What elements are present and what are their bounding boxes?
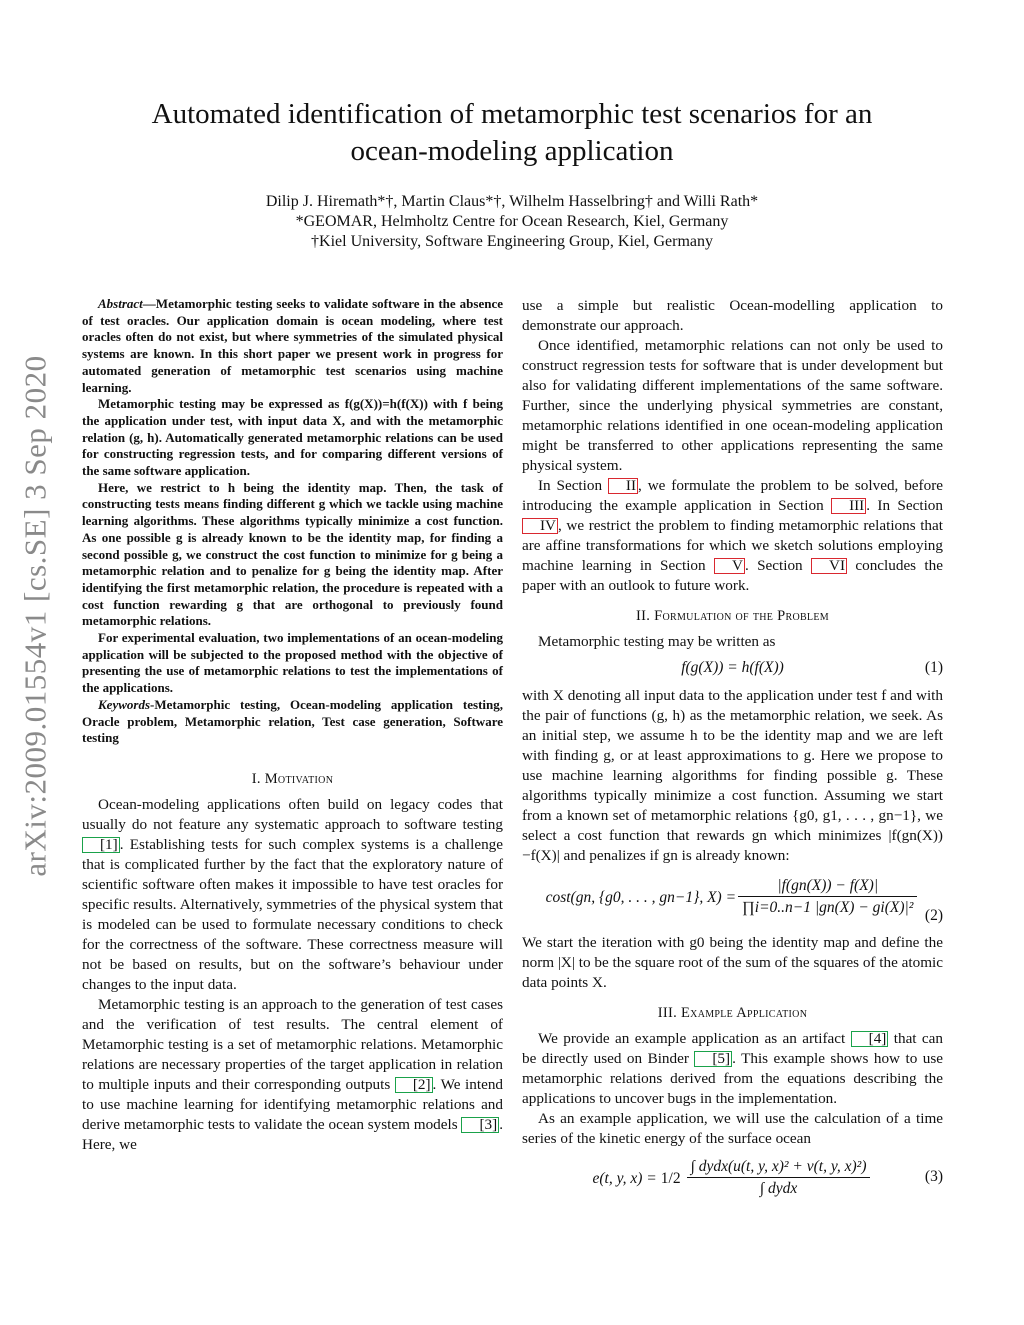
s1p2a: Metamorphic testing is an approach to the generation of test cases and the verification of test results. The central element of Metamorphic testing is a set of metamorphic relations. Metamorphic relations are necessary properties of the target application in relation to multiple inputs and their corresponding outputs bbox=[82, 995, 503, 1093]
s1p1a: Ocean-modeling applications often build on legacy codes that usually do not feature any systematic approach to software testing bbox=[82, 795, 503, 833]
abstract-p4: For experimental evaluation, two implementations of an ocean-modeling application will be subjected to the proposed method with the objective of presenting the use of metamorphic relations to test the implementations of the applications. bbox=[82, 630, 503, 696]
rp2e: . Section bbox=[744, 557, 811, 574]
citation-1[interactable]: [1] bbox=[82, 837, 120, 853]
title-line-2: ocean-modeling application bbox=[350, 135, 674, 167]
rp2b: , we formulate the problem to be solved, before introducing the example application in Section bbox=[522, 477, 943, 514]
affiliation-1: *GEOMAR, Helmholtz Centre for Ocean Research, Kiel, Germany bbox=[295, 213, 729, 230]
s1p2b: . We intend to use machine learning for identifying metamorphic relations and derive metamorphic tests to validate the ocean system models bbox=[82, 1075, 504, 1133]
abstract-p1-text: —Metamorphic testing seeks to validate software in the absence of test oracles. Our application domain is ocean modeling, where test oracles often do not exist, but where symmetries of the simulated physical systems are known. In this short paper we present work in progress for automated generation of metamorphic test scenarios using machine learning. bbox=[82, 296, 503, 395]
equation-3-fraction bbox=[687, 1157, 871, 1200]
title-block bbox=[100, 96, 924, 252]
right-p0: use a simple but realistic Ocean-modelling application to demonstrate our approach. bbox=[522, 297, 943, 334]
equation-2-fraction bbox=[738, 876, 917, 919]
citation-2[interactable]: [2] bbox=[395, 1077, 433, 1093]
equation-3-numerator: ∫ dydx(u(t, y, x)² + v(t, y, x)²) bbox=[687, 1157, 871, 1178]
section-2-p2: with X denoting all input data to the application under test f and with the pair of functions (g, h) as the metamorphic relation, we seek. As an initial step, we assume h to be the identity map and we are left with finding g, or at least approximations to g. Here we propose to use machine learning algorithms for finding possible g. These algorithms typically minimize a cost function. Assuming we start from a known set of metamorphic relations {g0, g1, . . . , gn−1}, we select a cost function that rewards gn which minimizes |f(gn(X))−f(X)| and penalizes if gn is already known: bbox=[522, 687, 943, 864]
equation-3 bbox=[522, 1157, 943, 1200]
section-3-heading: III. Example Application bbox=[657, 1005, 808, 1021]
affiliation-2: †Kiel University, Software Engineering Group, Kiel, Germany bbox=[311, 233, 713, 250]
section-2-p1: Metamorphic testing may be written as bbox=[538, 633, 776, 650]
title-line-1: Automated identification of metamorphic test scenarios for an bbox=[151, 98, 873, 130]
rp2f: concludes the paper with an outlook to future work. bbox=[522, 557, 943, 594]
author-block bbox=[100, 192, 924, 252]
abstract-p2: Metamorphic testing may be expressed as f(g(X))=h(f(X)) with f being the application under test, with input data X, and with the metamorphic relation (g, h). Automatically generated metamorphic relations can be used for constructing regression tests, and for comparing different versions of the same software application. bbox=[82, 396, 503, 479]
abstract-p3: Here, we restrict to h being the identity map. Then, the task of constructing tests means finding different g which we tackle using machine learning algorithms. These algorithms typically minimize a cost function. As one possible g is already known to be the identity map, for finding a second possible g, we construct the cost function to minimize for g being a metamorphic relation and to penalize for g being the identity map. After identifying the first metamorphic relation, the procedure is repeated with a cost function rewarding g that are orthogonal to previously found metamorphic relations. bbox=[82, 479, 503, 629]
section-1-p1 bbox=[82, 795, 503, 995]
arxiv-sidebar-stamp bbox=[14, 336, 58, 896]
authors-line: Dilip J. Hiremath*†, Martin Claus*†, Wilhelm Hasselbring† and Willi Rath* bbox=[265, 193, 759, 210]
keywords-label: Keywords bbox=[98, 696, 150, 712]
equation-1 bbox=[522, 658, 943, 678]
section-ref-3[interactable]: III bbox=[831, 498, 866, 514]
section-1-body bbox=[82, 795, 503, 1155]
paper-title bbox=[100, 96, 924, 170]
equation-2-number: (2) bbox=[924, 907, 943, 924]
keywords bbox=[82, 697, 503, 747]
equation-1-number: (1) bbox=[924, 659, 943, 676]
rp2c: . In Section bbox=[866, 497, 943, 514]
section-ref-4[interactable]: IV bbox=[522, 518, 558, 534]
section-ref-6[interactable]: VI bbox=[811, 558, 847, 574]
citation-3[interactable]: [3] bbox=[461, 1117, 499, 1133]
s3p1c: . This example shows how to use metamorphic relations derived from the equations describing the applications to uncover bugs in the implementation. bbox=[522, 1050, 943, 1107]
equation-2-denominator: ∏i=0..n−1 |gn(X) − gi(X)|² bbox=[742, 899, 914, 916]
s1p2c: . Here, we bbox=[82, 1115, 503, 1153]
equation-1-body: f(g(X)) = h(f(X)) bbox=[681, 659, 784, 676]
s3p1a: We provide an example application as an artifact bbox=[538, 1030, 851, 1047]
keywords-text: -Metamorphic testing, Ocean-modeling application testing, Oracle problem, Metamorphic relation, Test case generation, Software testing bbox=[82, 696, 503, 746]
left-column bbox=[82, 296, 503, 1155]
rp2a: In Section bbox=[538, 477, 608, 494]
right-column bbox=[522, 296, 943, 1208]
abstract-p1 bbox=[82, 296, 503, 396]
equation-3-lhs: e(t, y, x) = bbox=[592, 1169, 657, 1187]
equation-3-half: 1/2 bbox=[660, 1169, 681, 1187]
section-1-p2 bbox=[82, 995, 503, 1155]
equation-3-number: (3) bbox=[924, 1168, 943, 1185]
rp2d: , we restrict the problem to finding metamorphic relations that are affine transformations for which we sketch solutions employing machine learning in Section bbox=[522, 517, 943, 574]
s1p1b: . Establishing tests for such complex systems is a challenge that is complicated further by the fact that the exploratory nature of scientific software often makes it impossible to have test oracles for specific results. Alternatively, symmetries of the physical system that is modeled can be used to formulate necessary conditions to check for the correctness of the software. These correctness measure will not be based on results, but on the software’s behaviour under changes to the input data. bbox=[82, 835, 503, 993]
equation-3-denominator: ∫ dydx bbox=[759, 1180, 798, 1197]
citation-5[interactable]: [5] bbox=[694, 1051, 732, 1067]
section-2-p3: We start the iteration with g0 being the identity map and define the norm |X| to be the square root of the sum of the squares of the atomic data points X. bbox=[522, 934, 943, 991]
abstract-label: Abstract bbox=[98, 296, 143, 311]
citation-4[interactable]: [4] bbox=[851, 1031, 889, 1047]
equation-2-numerator: |f(gn(X)) − f(X)| bbox=[738, 876, 917, 897]
section-3-p1 bbox=[522, 1029, 943, 1109]
section-2-heading: II. Formulation of the Problem bbox=[636, 608, 829, 624]
section-ref-5[interactable]: V bbox=[714, 558, 745, 574]
section-3-p2: As an example application, we will use the calculation of a time series of the kinetic energy of the surface ocean bbox=[522, 1110, 943, 1147]
equation-2-lhs: cost(gn, {g0, . . . , gn−1}, X) = bbox=[545, 888, 737, 906]
section-1-heading: I. Motivation bbox=[251, 770, 334, 787]
equation-2 bbox=[522, 876, 943, 924]
right-p1: Once identified, metamorphic relations can not only be used to construct regression tests for software that is under development but also for validating different implementations of the same software. Further, since the underlying physical symmetries are constant, metamorphic relations identified in one ocean-modeling application might be transferred to other applications representing the same physical system. bbox=[522, 337, 943, 474]
right-p2 bbox=[522, 476, 943, 596]
section-ref-2[interactable]: II bbox=[608, 478, 638, 494]
s3p1b: that can be directly used on Binder bbox=[522, 1030, 943, 1067]
abstract bbox=[82, 296, 503, 747]
arxiv-id-text: arXiv:2009.01554v1 [cs.SE] 3 Sep 2020 bbox=[18, 355, 53, 877]
